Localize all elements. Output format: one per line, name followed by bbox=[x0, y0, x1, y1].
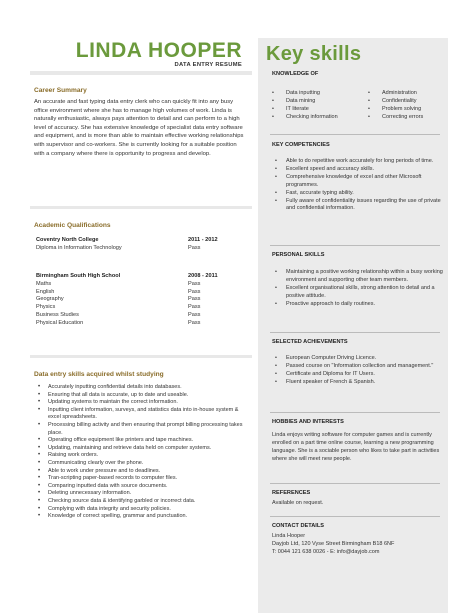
list-item: • Communicating clearly over the phone. bbox=[38, 460, 250, 468]
achievements-list bbox=[272, 355, 444, 387]
grade: Pass bbox=[188, 319, 201, 326]
list-item: • Inputting client information, surveys, and statistics data into in-house system & excel spreadsheets. bbox=[38, 407, 250, 422]
list-item: • Excellent organisational skills, strong attention to detail and a positive attitude. bbox=[272, 285, 444, 301]
list-item: • Knowledge of correct spelling, grammar and punctuation. bbox=[38, 513, 250, 521]
school-birmingham bbox=[36, 273, 250, 328]
list-item: • Complying with data integrity and security policies. bbox=[38, 506, 250, 514]
contact-name: Linda Hooper bbox=[272, 533, 306, 539]
list-item: • Tran-scripting paper-based records to computer files. bbox=[38, 475, 250, 483]
hobbies-text: Linda enjoys writing software for computer games and is currently enrolled on a part time online course, learning a new programming language. She is a sociable person who likes to take part in activities where she will meet new people. bbox=[272, 432, 440, 462]
subject: Geography bbox=[36, 296, 64, 303]
contact-phone-email: T: 0044 121 638 0026 - E: info@dayjob.com bbox=[272, 548, 380, 555]
list-item: • Updating, maintaining and retrieve data held on computer systems. bbox=[38, 445, 250, 453]
knowledge-item: • Confidentiality bbox=[368, 97, 417, 105]
school-dates: 2011 - 2012 bbox=[188, 237, 218, 243]
references-text: Available on request. bbox=[272, 500, 324, 506]
list-item: • Operating office equipment like printers and tape machines. bbox=[38, 437, 250, 445]
contact-details bbox=[272, 533, 444, 557]
competencies-list bbox=[272, 158, 444, 213]
list-item: • Comprehensive knowledge of excel and other Microsoft programmes. bbox=[272, 174, 444, 190]
panel-divider bbox=[270, 332, 440, 333]
grade: Pass bbox=[188, 296, 201, 303]
list-item: • Updating systems to maintain the correct information. bbox=[38, 399, 250, 407]
list-item: • Fluent speaker of French & Spanish. bbox=[272, 379, 444, 387]
achievements-title: SELECTED ACHIEVEMENTS bbox=[272, 339, 348, 345]
panel-divider bbox=[270, 483, 440, 484]
competencies-title: KEY COMPETENCIES bbox=[272, 142, 330, 148]
contact-title: CONTACT DETAILS bbox=[272, 523, 324, 529]
grade: Pass bbox=[188, 304, 201, 311]
list-item: • Accurately inputting confidential details into databases. bbox=[38, 384, 250, 392]
grade: Pass bbox=[188, 288, 201, 295]
contact-address: Dayjob Ltd, 120 Vyse Street Birmingham B18 6NF bbox=[272, 540, 395, 547]
candidate-name: LINDA HOOPER bbox=[75, 39, 242, 62]
list-item: • Checking source data & identifying garbled or incorrect data. bbox=[38, 498, 250, 506]
list-item: • Able to work under pressure and to deadlines. bbox=[38, 468, 250, 476]
references-title: REFERENCES bbox=[272, 490, 311, 496]
personal-skills-title: PERSONAL SKILLS bbox=[272, 252, 325, 258]
key-skills-title: Key skills bbox=[266, 43, 362, 65]
knowledge-item: • Checking information bbox=[272, 113, 368, 121]
knowledge-item: • Data inputting bbox=[272, 89, 368, 97]
list-item: • Comparing inputted data with source documents. bbox=[38, 483, 250, 491]
knowledge-grid bbox=[272, 89, 442, 121]
knowledge-item: • Administration bbox=[368, 89, 417, 97]
grade: Pass bbox=[188, 280, 201, 287]
list-item: • Maintaining a positive working relationship within a busy working environment and supporting other team members. bbox=[272, 269, 444, 285]
hobbies-title: HOBBIES AND INTERESTS bbox=[272, 419, 344, 425]
section-divider bbox=[30, 206, 252, 209]
school-name: Coventry North College bbox=[36, 237, 99, 243]
knowledge-item: • Data mining bbox=[272, 97, 368, 105]
list-item: • Proactive approach to daily routines. bbox=[272, 301, 444, 309]
study-skills-title: Data entry skills acquired whilst studying bbox=[34, 371, 164, 378]
panel-divider bbox=[270, 134, 440, 135]
knowledge-title: KNOWLEDGE OF bbox=[272, 71, 319, 77]
list-item: • Processing billing activity and then ensuring that prompt billing processing takes place. bbox=[38, 422, 250, 437]
knowledge-item: • Problem solving bbox=[368, 105, 421, 113]
list-item: • Able to do repetitive work accurately for long periods of time. bbox=[272, 158, 444, 166]
career-summary-text: An accurate and fast typing data entry clerk who can quickly fit into any busy office environment where she has to manage high volumes of work. Linda is naturally enthusiastic, always pays attention to detail and can perform to a high level of accuracy. She has extensive knowledge of specialist data entry software and equipment, and is more than able to maintain effective working relationships with supervisor and co-workers. She is currently looking for a suitable position with a company where there is opportunity to progress and develop. bbox=[34, 99, 244, 157]
career-summary-title: Career Summary bbox=[34, 87, 87, 94]
subject: Maths bbox=[36, 280, 52, 287]
list-item: • European Computer Driving Licence. bbox=[272, 355, 444, 363]
resume-subtitle: DATA ENTRY RESUME bbox=[174, 62, 242, 68]
list-item: • Fast, accurate typing ability. bbox=[272, 190, 444, 198]
panel-divider bbox=[270, 516, 440, 517]
section-divider bbox=[30, 355, 252, 358]
knowledge-item: • IT literate bbox=[272, 105, 368, 113]
academic-title: Academic Qualifications bbox=[34, 222, 111, 229]
subject: Physical Education bbox=[36, 319, 84, 326]
personal-skills-list bbox=[272, 269, 444, 309]
panel-divider bbox=[270, 245, 440, 246]
subject: Diploma in Information Technology bbox=[36, 244, 122, 251]
subject: English bbox=[36, 288, 55, 295]
knowledge-item: • Correcting errors bbox=[368, 113, 423, 121]
subject: Business Studies bbox=[36, 311, 79, 318]
list-item: • Raising work orders. bbox=[38, 452, 250, 460]
school-coventry bbox=[36, 237, 250, 253]
list-item: • Excellent speed and accuracy skills. bbox=[272, 166, 444, 174]
list-item: • Passed course on "Information collection and management." bbox=[272, 363, 444, 371]
study-skills-list bbox=[38, 384, 250, 521]
grade: Pass bbox=[188, 311, 201, 318]
school-name: Birmingham South High School bbox=[36, 273, 121, 279]
list-item: • Certificate and Diploma for IT Users. bbox=[272, 371, 444, 379]
list-item: • Deleting unnecessary information. bbox=[38, 490, 250, 498]
grade: Pass bbox=[188, 244, 201, 251]
list-item: • Fully aware of confidentiality issues regarding the use of private and confidential information. bbox=[272, 198, 444, 214]
header-divider bbox=[30, 71, 252, 75]
school-dates: 2008 - 2011 bbox=[188, 273, 218, 279]
panel-divider bbox=[270, 412, 440, 413]
list-item: • Ensuring that all data is accurate, up to date and useable. bbox=[38, 392, 250, 400]
subject: Physics bbox=[36, 304, 56, 311]
